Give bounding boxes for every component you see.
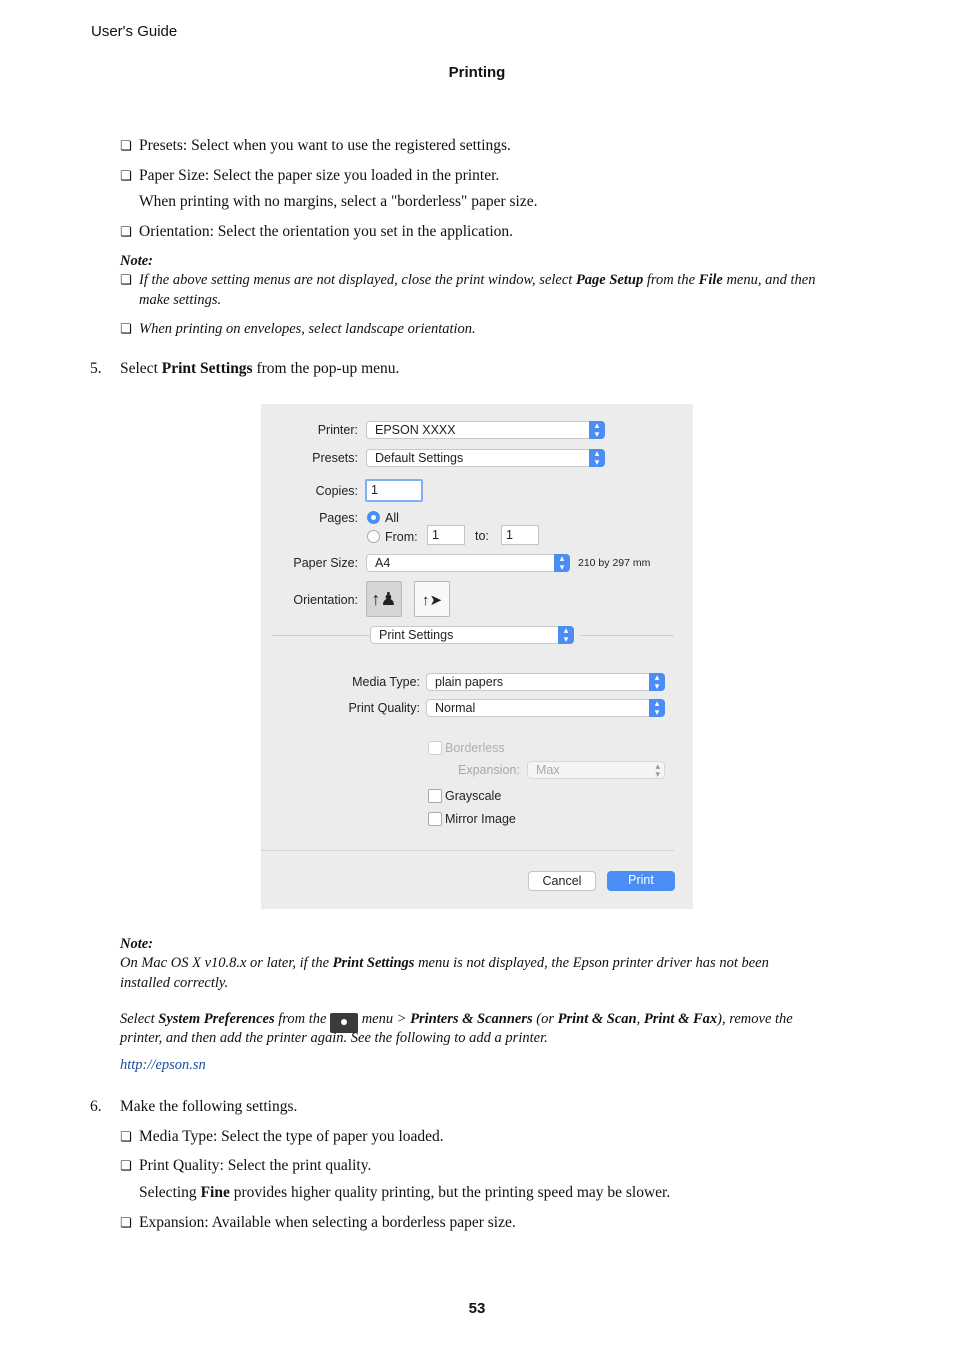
separator bbox=[261, 850, 674, 851]
borderless-checkbox[interactable] bbox=[428, 741, 442, 755]
chevron-updown-icon: ▴ ▾ bbox=[554, 554, 570, 572]
mirror-image-label: Mirror Image bbox=[445, 812, 516, 826]
chevron-updown-icon: ▴ ▾ bbox=[589, 421, 605, 439]
bullet-paper-size: ❏ Paper Size: Select the paper size you loaded in the printer. bbox=[120, 166, 499, 187]
copies-label: Copies: bbox=[315, 484, 358, 498]
pages-to-input[interactable]: 1 bbox=[501, 525, 539, 545]
pages-all-radio[interactable] bbox=[367, 511, 380, 524]
pages-label: Pages: bbox=[319, 511, 358, 525]
note-paragraph: Select System Preferences from the ● menu > Printers & Scanners (or Print & Scan, Print & Fax), remove the bbox=[120, 1009, 880, 1033]
note-paragraph-cont: printer, and then add the printer again. See the following to add a printer. bbox=[120, 1030, 548, 1046]
print-button[interactable]: Print bbox=[607, 871, 675, 891]
bullet-icon: ❏ bbox=[120, 1216, 132, 1231]
pages-from-label: From: bbox=[385, 530, 418, 544]
media-type-label: Media Type: bbox=[352, 675, 420, 689]
bullet-icon: ❏ bbox=[120, 225, 132, 240]
presets-select[interactable]: Default Settings ▴ ▾ bbox=[366, 449, 605, 467]
mirror-image-checkbox[interactable] bbox=[428, 812, 442, 826]
print-quality-select[interactable]: Normal ▴ ▾ bbox=[426, 699, 665, 717]
separator bbox=[581, 635, 674, 636]
pages-from-radio[interactable] bbox=[367, 530, 380, 543]
landscape-icon: ↑➤ bbox=[421, 592, 443, 609]
print-dialog bbox=[261, 404, 693, 909]
portrait-orientation-button[interactable] bbox=[366, 581, 402, 617]
bullet-icon: ❏ bbox=[120, 322, 132, 337]
bullet-print-quality: ❏ Print Quality: Select the print quality. bbox=[120, 1156, 371, 1177]
chevron-updown-icon: ▴ ▾ bbox=[649, 699, 665, 717]
bullet-media-type: ❏ Media Type: Select the type of paper you loaded. bbox=[120, 1127, 444, 1148]
printer-select[interactable]: EPSON XXXX ▴ ▾ bbox=[366, 421, 605, 439]
epson-link[interactable]: http://epson.sn bbox=[120, 1057, 206, 1073]
bullet-icon: ❏ bbox=[120, 273, 132, 288]
pages-from-input[interactable]: 1 bbox=[427, 525, 465, 545]
note-paragraph: On Mac OS X v10.8.x or later, if the Print Settings menu is not displayed, the Epson printer driver has not been bbox=[120, 955, 769, 971]
chevron-updown-icon: ▴ ▾ bbox=[589, 449, 605, 467]
expansion-select[interactable]: Max ▴ ▾ bbox=[527, 761, 665, 779]
step-5-number: 5. bbox=[90, 360, 102, 377]
page-number: 53 bbox=[468, 1300, 486, 1317]
print-quality-label: Print Quality: bbox=[348, 701, 420, 715]
step-6-number: 6. bbox=[90, 1098, 102, 1115]
landscape-orientation-button[interactable] bbox=[414, 581, 450, 617]
section-select[interactable]: Print Settings ▴ ▾ bbox=[370, 626, 574, 644]
bullet-icon: ❏ bbox=[120, 169, 132, 184]
paper-size-select[interactable]: A4 ▴ ▾ bbox=[366, 554, 570, 572]
note-title: Note: bbox=[120, 936, 154, 952]
copies-input[interactable]: 1 bbox=[365, 479, 423, 502]
note-item: ❏ If the above setting menus are not displayed, close the print window, select Page Setup from the File menu, and then bbox=[120, 270, 870, 291]
paper-size-label: Paper Size: bbox=[293, 556, 358, 570]
apple-icon: ● bbox=[330, 1013, 358, 1033]
note-paragraph-cont: installed correctly. bbox=[120, 975, 229, 991]
chevron-updown-icon: ▴ ▾ bbox=[649, 673, 665, 691]
step-6-text: Make the following settings. bbox=[120, 1098, 298, 1115]
bullet-presets: ❏ Presets: Select when you want to use the registered settings. bbox=[120, 136, 511, 157]
pages-all-label: All bbox=[385, 511, 399, 525]
borderless-label: Borderless bbox=[445, 741, 505, 755]
note-title: Note: bbox=[120, 253, 154, 269]
orientation-label: Orientation: bbox=[293, 593, 358, 607]
bullet-icon: ❏ bbox=[120, 139, 132, 154]
portrait-icon: ↑♟ bbox=[371, 589, 397, 609]
paper-dimensions: 210 by 297 mm bbox=[578, 557, 651, 569]
expansion-label: Expansion: bbox=[458, 763, 520, 777]
grayscale-label: Grayscale bbox=[445, 789, 502, 803]
chevron-updown-icon: ▴ ▾ bbox=[558, 626, 574, 644]
pages-to-label: to: bbox=[475, 529, 489, 543]
note-item-cont: make settings. bbox=[139, 292, 222, 308]
guide-title: User's Guide bbox=[91, 23, 178, 40]
note-item: ❏ When printing on envelopes, select landscape orientation. bbox=[120, 319, 476, 340]
bullet-icon: ❏ bbox=[120, 1159, 132, 1174]
media-type-select[interactable]: plain papers ▴ ▾ bbox=[426, 673, 665, 691]
separator bbox=[271, 635, 371, 636]
bullet-icon: ❏ bbox=[120, 1130, 132, 1145]
section-title: Printing bbox=[448, 64, 506, 81]
grayscale-checkbox[interactable] bbox=[428, 789, 442, 803]
bullet-expansion: ❏ Expansion: Available when selecting a borderless paper size. bbox=[120, 1213, 516, 1234]
bullet-print-quality-extra: Selecting Fine provides higher quality printing, but the printing speed may be slower. bbox=[139, 1184, 671, 1201]
step-5-text: Select Print Settings from the pop-up menu. bbox=[120, 360, 400, 377]
bullet-paper-size-extra: When printing with no margins, select a "borderless" paper size. bbox=[139, 193, 538, 210]
printer-label: Printer: bbox=[317, 423, 358, 437]
presets-label: Presets: bbox=[312, 451, 358, 465]
cancel-button[interactable]: Cancel bbox=[528, 871, 596, 891]
chevron-updown-icon: ▴ ▾ bbox=[655, 761, 660, 779]
bullet-orientation: ❏ Orientation: Select the orientation you set in the application. bbox=[120, 222, 513, 243]
